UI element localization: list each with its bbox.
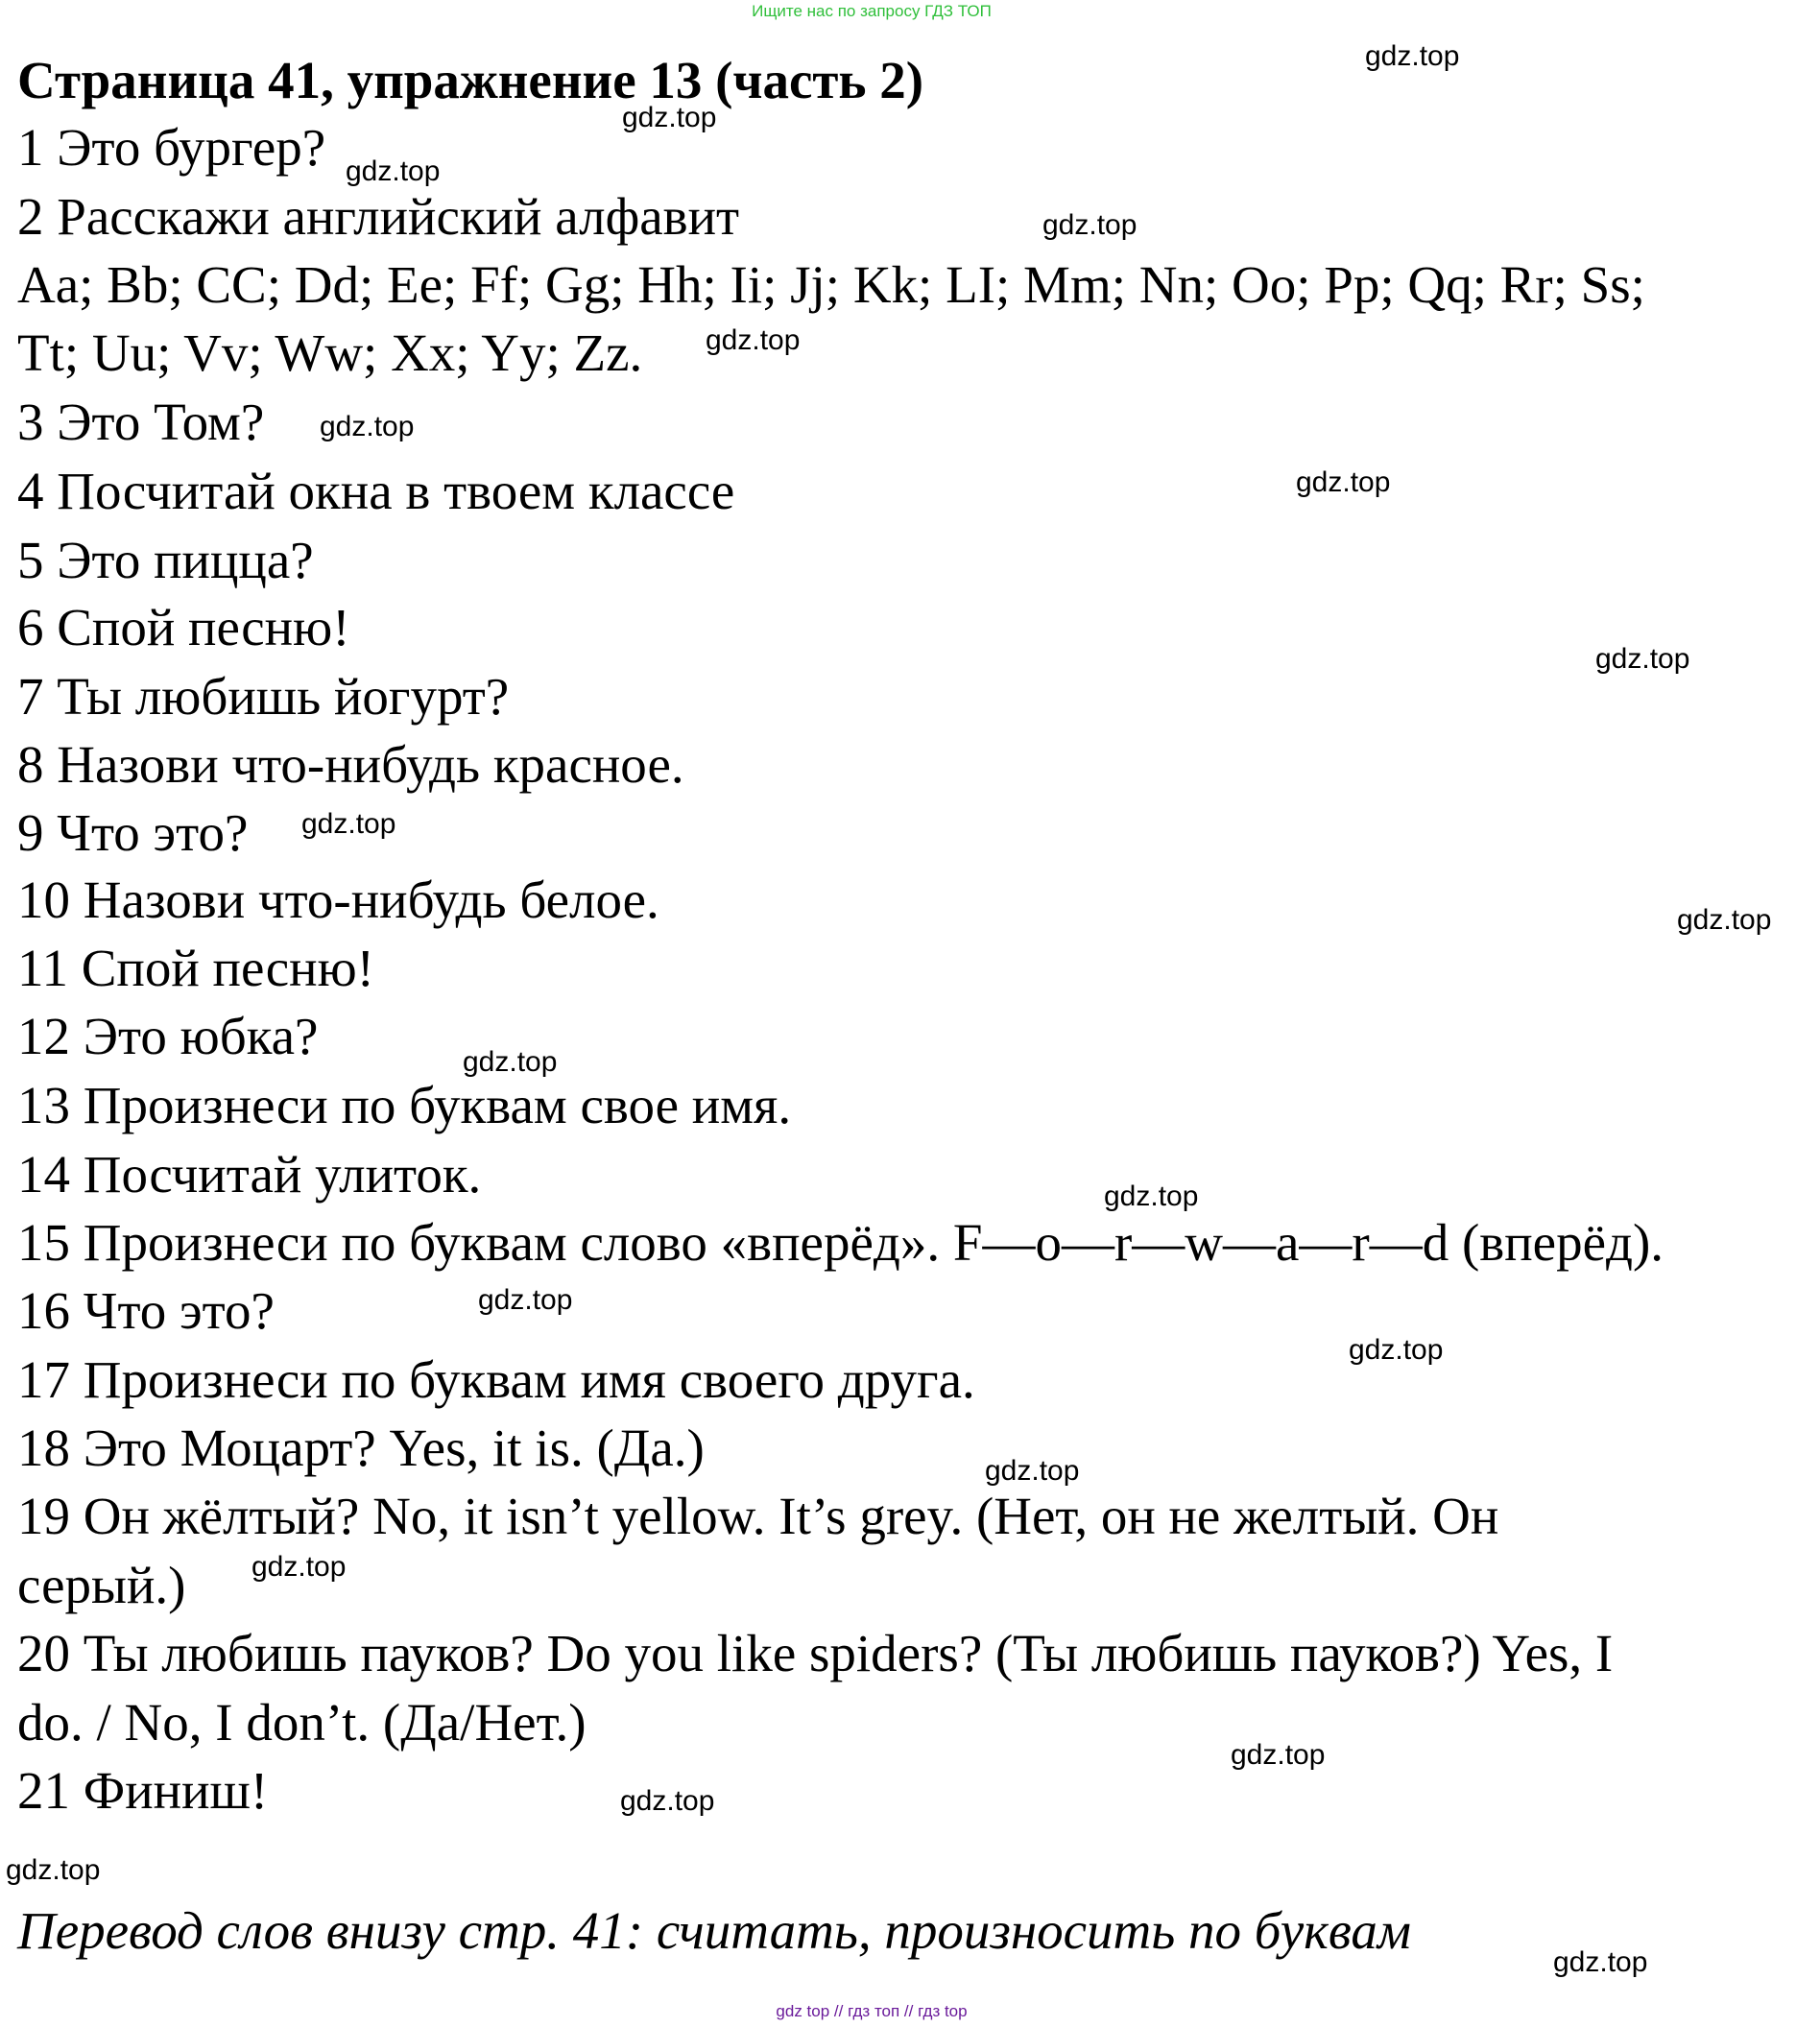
text-line-7: 5 Это пицца? <box>17 531 314 589</box>
text-line-11: 9 Что это? <box>17 803 249 862</box>
watermark: gdz.top <box>1042 209 1138 241</box>
watermark: gdz.top <box>622 102 717 133</box>
watermark: gdz.top <box>1365 40 1460 72</box>
text-line-21: 19 Он жёлтый? No, it isn’t yellow. It’s grey. (Нет, он не желтый. Он <box>17 1487 1499 1545</box>
watermark: gdz.top <box>706 324 801 356</box>
top-banner: Ищите нас по запросу ГДЗ ТОП <box>752 2 992 20</box>
text-line-4: Tt; Uu; Vv; Ww; Xx; Yy; Zz. <box>17 323 643 382</box>
text-line-24: do. / No, I don’t. (Да/Нет.) <box>17 1693 587 1752</box>
watermark: gdz.top <box>320 411 415 442</box>
watermark: gdz.top <box>251 1551 347 1583</box>
watermark: gdz.top <box>1553 1946 1648 1978</box>
watermark: gdz.top <box>301 808 396 840</box>
watermark: gdz.top <box>346 155 441 187</box>
translation-note: Перевод слов внизу стр. 41: считать, произносить по буквам <box>17 1901 1411 1960</box>
watermark: gdz.top <box>985 1455 1080 1487</box>
text-line-20: 18 Это Моцарт? Yes, it is. (Да.) <box>17 1419 705 1477</box>
watermark: gdz.top <box>620 1785 715 1817</box>
text-line-9: 7 Ты любишь йогурт? <box>17 667 510 726</box>
bottom-banner: gdz top // гдз топ // гдз top <box>776 2002 968 2020</box>
text-line-5: 3 Это Том? <box>17 393 265 451</box>
watermark: gdz.top <box>478 1284 573 1316</box>
page-title: Страница 41, упражнение 13 (часть 2) <box>17 51 924 109</box>
watermark: gdz.top <box>1296 466 1391 498</box>
watermark: gdz.top <box>1595 643 1690 675</box>
text-line-2: 2 Расскажи английский алфавит <box>17 187 740 246</box>
text-line-14: 12 Это юбка? <box>17 1007 319 1065</box>
text-line-22: серый.) <box>17 1556 186 1614</box>
text-line-13: 11 Спой песню! <box>17 939 374 997</box>
text-line-8: 6 Спой песню! <box>17 598 350 656</box>
text-line-12: 10 Назови что-нибудь белое. <box>17 870 659 929</box>
text-line-16: 14 Посчитай улиток. <box>17 1145 482 1204</box>
text-line-25: 21 Финиш! <box>17 1761 269 1820</box>
text-line-3: Aa; Bb; CC; Dd; Ee; Ff; Gg; Hh; Ii; Jj; Kk; LI; Mm; Nn; Oo; Pp; Qq; Rr; Ss; <box>17 255 1645 314</box>
text-line-19: 17 Произнеси по буквам имя своего друга. <box>17 1350 975 1409</box>
watermark: gdz.top <box>1349 1334 1444 1366</box>
text-line-17: 15 Произнеси по буквам слово «вперёд». F—o—r—w—a—r—d (вперёд). <box>17 1213 1664 1272</box>
text-line-23: 20 Ты любишь пауков? Do you like spiders? (Ты любишь пауков?) Yes, I <box>17 1624 1614 1682</box>
text-line-1: 1 Это бургер? <box>17 118 326 177</box>
text-line-15: 13 Произнеси по буквам свое имя. <box>17 1076 792 1134</box>
watermark: gdz.top <box>6 1854 101 1886</box>
watermark: gdz.top <box>463 1046 558 1078</box>
text-line-6: 4 Посчитай окна в твоем классе <box>17 462 735 520</box>
watermark: gdz.top <box>1677 904 1772 936</box>
watermark: gdz.top <box>1231 1739 1326 1771</box>
text-line-18: 16 Что это? <box>17 1281 275 1340</box>
text-line-10: 8 Назови что-нибудь красное. <box>17 735 684 794</box>
watermark: gdz.top <box>1104 1180 1199 1212</box>
